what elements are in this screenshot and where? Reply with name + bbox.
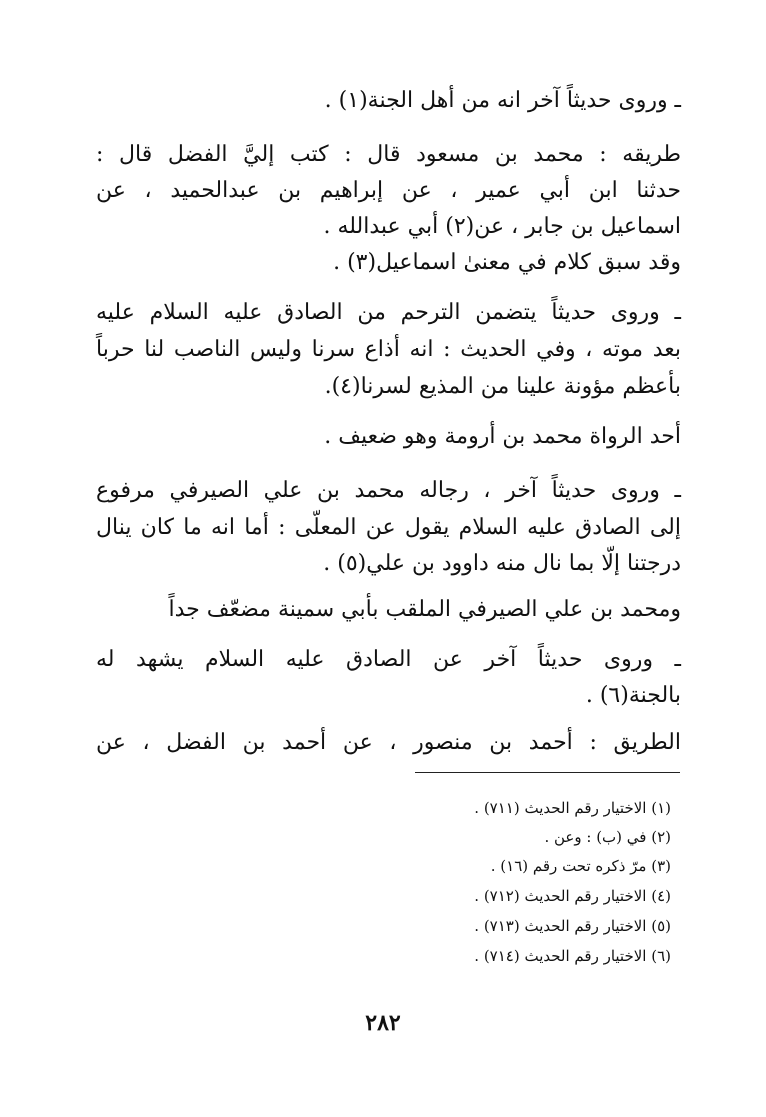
body-line-13: ومحمد بن علي الصيرفي الملقب بأبي سمينة مضعّف جداً xyxy=(168,597,681,622)
footnote-5: (٥) الاختيار رقم الحديث (٧١٣) . xyxy=(474,917,671,935)
footnote-4: (٤) الاختيار رقم الحديث (٧١٢) . xyxy=(474,887,671,905)
body-line-1: ـ وروى حديثاً آخر انه من أهل الجنة(١) . xyxy=(324,88,681,113)
footnote-6: (٦) الاختيار رقم الحديث (٧١٤) . xyxy=(474,947,671,965)
body-line-3: حدثنا ابن أبي عمير ، عن إبراهيم بن عبدالحميد ، عن xyxy=(96,178,681,203)
footnote-2: (٢) في (ب) : وعن . xyxy=(544,828,671,846)
body-line-8: بأعظم مؤونة علينا من المذيع لسرنا(٤). xyxy=(324,374,681,399)
footnote-divider xyxy=(415,772,680,773)
body-line-7: بعد موته ، وفي الحديث : انه أذاع سرنا وليس الناصب لنا حرباً xyxy=(96,337,681,362)
footnote-1: (١) الاختيار رقم الحديث (٧١١) . xyxy=(474,799,671,817)
body-line-11: إلى الصادق عليه السلام يقول عن المعلّى : أما انه ما كان ينال xyxy=(96,515,681,540)
body-line-6: ـ وروى حديثاً يتضمن الترحم من الصادق عليه السلام عليه xyxy=(96,300,681,325)
body-line-12: درجتنا إلّا بما نال منه داوود بن علي(٥) . xyxy=(323,551,681,576)
page-number: ٢٨٢ xyxy=(365,1010,401,1036)
body-line-15: بالجنة(٦) . xyxy=(585,683,681,708)
footnote-3: (٣) مرّ ذكره تحت رقم (١٦) . xyxy=(490,857,671,875)
body-line-2: طريقه : محمد بن مسعود قال : كتب إليَّ الفضل قال : xyxy=(96,142,681,167)
body-line-14: ـ وروى حديثاً آخر عن الصادق عليه السلام يشهد له xyxy=(96,647,681,672)
body-line-10: ـ وروى حديثاً آخر ، رجاله محمد بن علي الصيرفي مرفوع xyxy=(96,478,681,503)
body-line-4: اسماعيل بن جابر ، عن(٢) أبي عبدالله . xyxy=(323,214,681,239)
body-line-9: أحد الرواة محمد بن أرومة وهو ضعيف . xyxy=(324,424,681,449)
body-line-16: الطريق : أحمد بن منصور ، عن أحمد بن الفضل ، عن xyxy=(96,730,681,755)
body-line-5: وقد سبق كلام في معنىٰ اسماعيل(٣) . xyxy=(333,250,681,275)
